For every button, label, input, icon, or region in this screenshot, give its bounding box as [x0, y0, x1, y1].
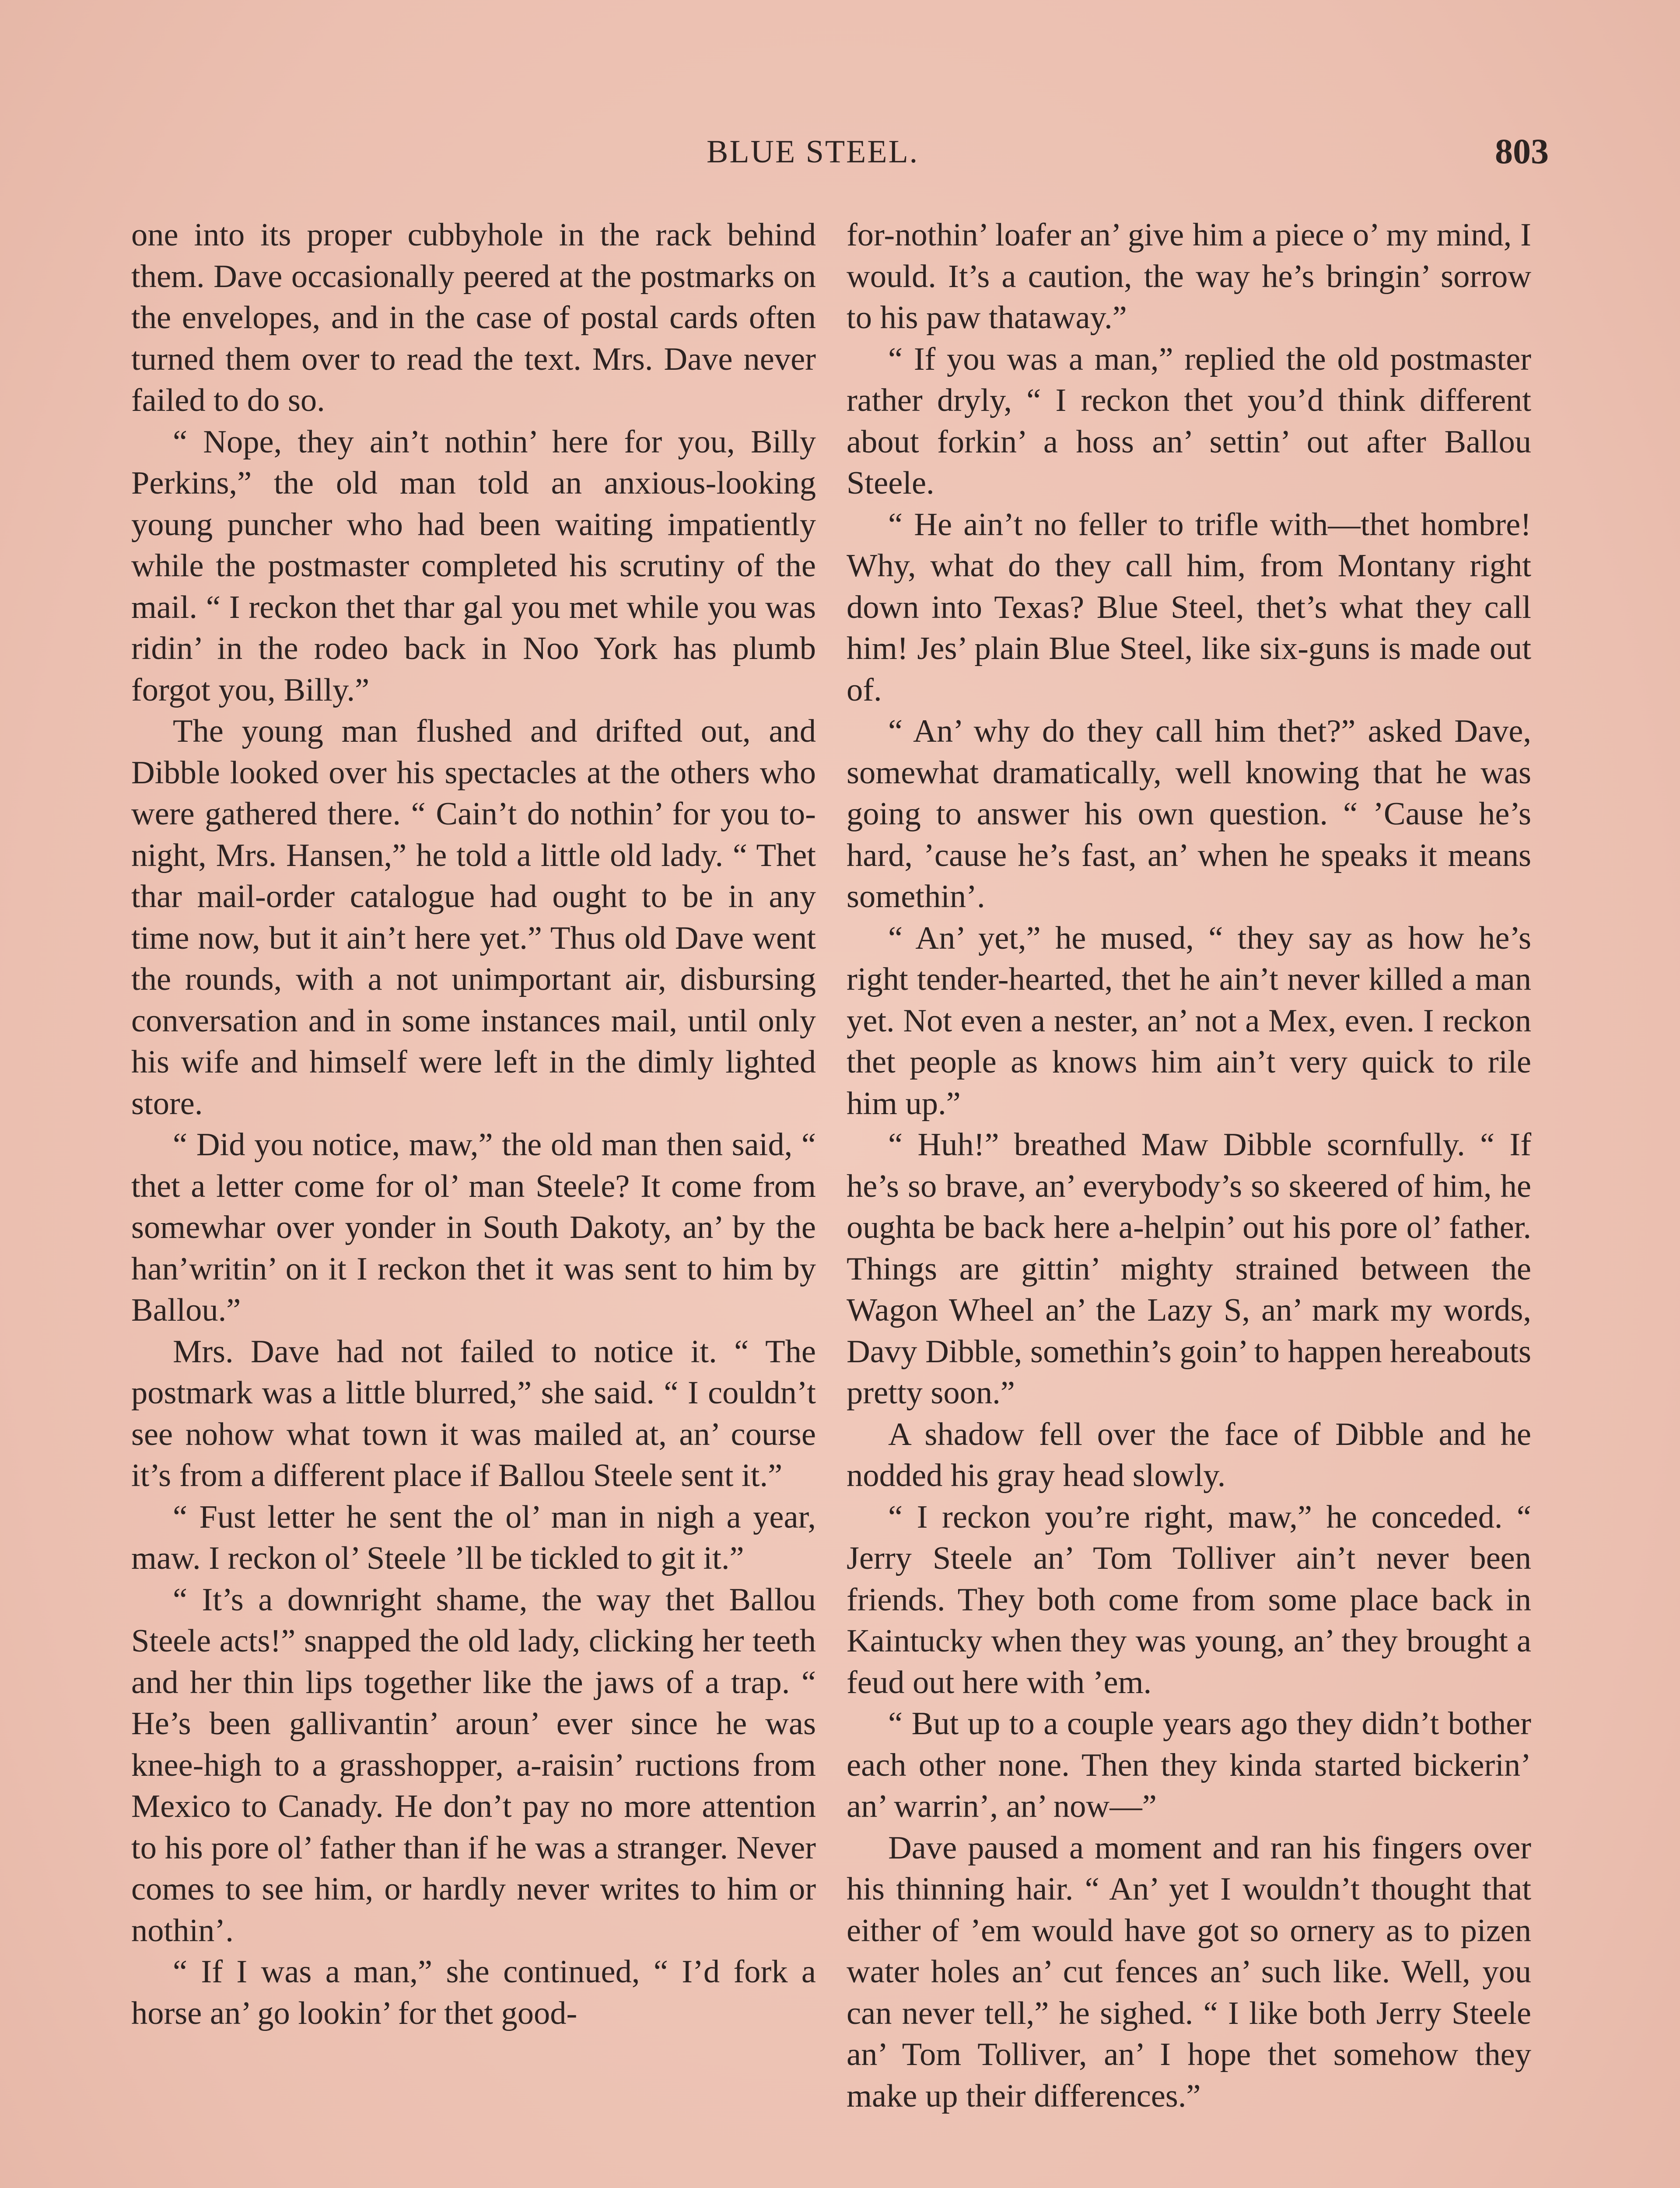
- paragraph: “ Nope, they ain’t nothin’ here for you, Billy Perkins,” the old man told an anxious-looking young puncher who had been waiting impatiently while the postmaster completed his scrutiny of the mail. “ I reckon thet thar gal you met while you was ridin’ in the rodeo back in Noo York has plumb forgot you, Billy.”: [131, 424, 816, 708]
- paragraph: “ Did you notice, maw,” the old man then said, “ thet a letter come for ol’ man Steele? It come from somewhar over yonder in South Dakoty, an’ by the han’writin’ on it I reckon thet it was sent to him by Ballou.”: [131, 1127, 816, 1328]
- running-title: BLUE STEEL.: [707, 134, 919, 170]
- page-number: 803: [1495, 131, 1549, 171]
- paragraph: The young man flushed and drifted out, and Dibble looked over his spectacles at the others who were gathered there. “ Cain’t do nothin’ for you to-night, Mrs. Hansen,” he told a little old lady. “ Thet thar mail-order catalogue had ought to be in any time now, but it ain’t here yet.” Thus old Dave went the rounds, with a not unimportant air, disbursing conversation and in some instances mail, until only his wife and himself were left in the dimly lighted store.: [131, 713, 816, 1122]
- left-column: [131, 214, 816, 2034]
- right-column: [847, 214, 1531, 2117]
- paragraph: one into its proper cubbyhole in the rack behind them. Dave occasionally peered at the postmarks on the envelopes, and in the case of postal cards often turned them over to read the text. Mrs. Dave never failed to do so.: [131, 217, 816, 418]
- paragraph: “ If you was a man,” replied the old postmaster rather dryly, “ I reckon thet you’d think different about forkin’ a hoss an’ settin’ out after Ballou Steele.: [847, 341, 1531, 501]
- paragraph: “ Fust letter he sent the ol’ man in nigh a year, maw. I reckon ol’ Steele ’ll be tickled to git it.”: [131, 1499, 816, 1576]
- paragraph: Mrs. Dave had not failed to notice it. “ The postmark was a little blurred,” she said. “ I couldn’t see nohow what town it was mailed at, an’ course it’s from a different place if Ballou Steele sent it.”: [131, 1333, 816, 1494]
- page-header: [131, 133, 1549, 182]
- paragraph: “ I reckon you’re right, maw,” he conceded. “ Jerry Steele an’ Tom Tolliver ain’t never been friends. They both come from some place back in Kaintucky when they was young, an’ they brought a feud out here with ’em.: [847, 1499, 1531, 1701]
- paragraph: “ He ain’t no feller to trifle with—thet hombre! Why, what do they call him, from Montany right down into Texas? Blue Steel, thet’s what they call him! Jes’ plain Blue Steel, like six-guns is made out of.: [847, 506, 1531, 708]
- paragraph: “ An’ yet,” he mused, “ they say as how he’s right tender-hearted, thet he ain’t never killed a man yet. Not even a nester, an’ not a Mex, even. I reckon thet people as knows him ain’t very quick to rile him up.”: [847, 920, 1531, 1122]
- paragraph: Dave paused a moment and ran his fingers over his thinning hair. “ An’ yet I wouldn’t thought that either of ’em would have got so ornery as to pizen water holes an’ cut fences an’ such like. Well, you can never tell,” he sighed. “ I like both Jerry Steele an’ Tom Tolliver, an’ I hope thet somehow they make up their differences.”: [847, 1830, 1531, 2114]
- paragraph: “ But up to a couple years ago they didn’t bother each other none. Then they kinda started bickerin’ an’ warrin’, an’ now—”: [847, 1706, 1531, 1824]
- paragraph: “ It’s a downright shame, the way thet Ballou Steele acts!” snapped the old lady, clicking her teeth and her thin lips together like the jaws of a trap. “ He’s been gallivantin’ aroun’ ever since he was knee-high to a grasshopper, a-raisin’ ructions from Mexico to Canady. He don’t pay no more attention to his pore ol’ father than if he was a stranger. Never comes to see him, or hardly never writes to him or nothin’.: [131, 1581, 816, 1949]
- paragraph: “ An’ why do they call him thet?” asked Dave, somewhat dramatically, well knowing that he was going to answer his own question. “ ’Cause he’s hard, ’cause he’s fast, an’ when he speaks it means somethin’.: [847, 713, 1531, 915]
- paragraph: “ Huh!” breathed Maw Dibble scornfully. “ If he’s so brave, an’ everybody’s so skeered of him, he oughta be back here a-helpin’ out his pore ol’ father. Things are gittin’ mighty strained between the Wagon Wheel an’ the Lazy S, an’ mark my words, Davy Dibble, somethin’s goin’ to happen hereabouts pretty soon.”: [847, 1127, 1531, 1411]
- paragraph: for-nothin’ loafer an’ give him a piece o’ my mind, I would. It’s a caution, the way he’s bringin’ sorrow to his paw thataway.”: [847, 217, 1531, 336]
- paragraph: A shadow fell over the face of Dibble and he nodded his gray head slowly.: [847, 1416, 1531, 1494]
- paragraph: “ If I was a man,” she continued, “ I’d fork a horse an’ go lookin’ for thet good-: [131, 1954, 816, 2031]
